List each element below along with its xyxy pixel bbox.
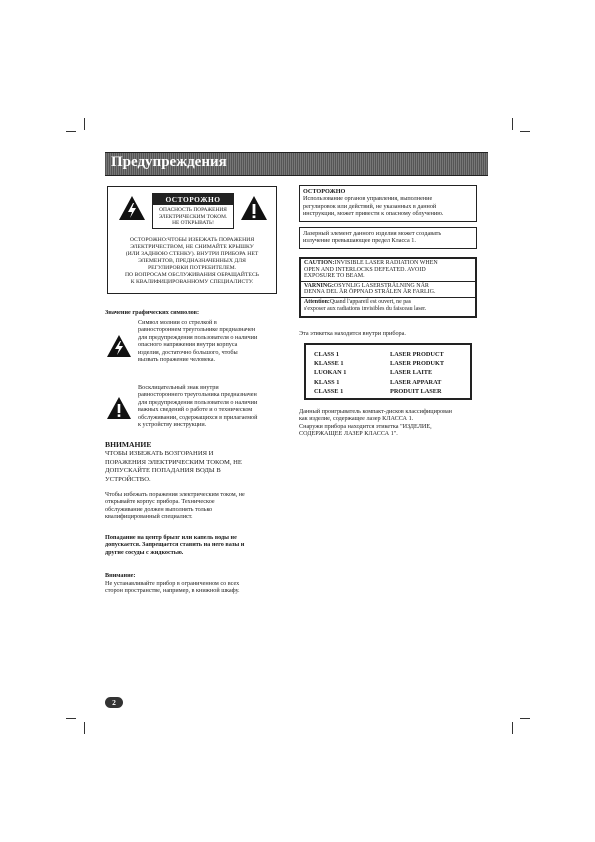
radiation-warning-box [299, 257, 477, 318]
product-cell: PRODUIT LASER [390, 387, 442, 395]
exclamation-warning-icon [240, 195, 268, 221]
class-table-row [314, 387, 464, 396]
lightning-warning-icon [118, 195, 146, 221]
laser-class-table [314, 350, 464, 396]
exclamation-description: Восклицательный знак внутри равностороннего треугольника предназначен для предупреждения пользователя о наличии важных сведений о работе и о техническом обслуживании, содержащихся в прилагаемой к устройству инструкции. [138, 384, 258, 429]
lightning-description: Символ молнии со стрелкой в равностороннем треугольнике предназначен для предупреждения пользователя о наличии опасного напряжения внутри корпуса изделия, достаточно большого, чтобы вызвать поражение человека. [138, 319, 258, 364]
product-cell: LASER LAITE [390, 369, 433, 377]
right-caution-heading: ОСТОРОЖНО [303, 188, 346, 195]
class-table-row [314, 350, 464, 359]
product-cell: LASER PRODUKT [390, 360, 445, 368]
class-table-row [314, 368, 464, 377]
section-header [105, 152, 488, 176]
varning-radiation: VARNING:OSYNLIG LASERSTRÅLNING NÄR DENNA DEL ÄR ÖPPNAD STRÅLEN ÄR FARLIG. [301, 282, 475, 298]
lightning-symbol-icon [106, 334, 132, 358]
product-cell: LASER APPARAT [390, 378, 442, 386]
water-warning: Попадание на центр брызг или капель воды не допускается. Запрещается ставить на него вазы и другие сосуды с жидкостью. [105, 534, 245, 556]
label-note: Эта этикетка находится внутри прибора. [299, 330, 406, 337]
page-number-badge [105, 697, 123, 708]
caution-label: ОСТОРОЖНО [153, 194, 233, 205]
laser-element-box [299, 227, 477, 249]
caution-label-box [152, 193, 234, 229]
right-caution-box [299, 185, 477, 222]
class-note: Данный проигрыватель компакт-дисков классифицирован как изделие, содержащее лазер КЛАССА 1. Снаружи прибора находится этикетка "ИЗДЕЛИЕ, СОДЕРЖАЩЕЕ ЛАЗЕР КЛАССА 1". [299, 408, 452, 438]
exclamation-symbol-icon [106, 396, 132, 420]
attention-caps: ЧТОБЫ ИЗБЕЖАТЬ ВОЗГОРАНИЯ И ПОРАЖЕНИЯ ЭЛЕКТРИЧЕСКИМ ТОКОМ, НЕ ДОПУСКАЙТЕ ПОПАДАНИЯ ВОДЫ В УСТРОЙСТВО. [105, 450, 242, 483]
attention-radiation: Attention:Quand l'appareil est ouvert, ne pas s'exposer aux radiations invisibles du faisceau laser. [304, 298, 427, 312]
attention-heading: ВНИМАНИЕ [105, 440, 152, 449]
page-number: 2 [112, 698, 116, 707]
note-heading: Внимание: [105, 572, 136, 579]
page-title: Предупреждения [111, 154, 227, 170]
laser-element-text: Лазерный элемент данного изделия может создавать излучение превышающее предел Класса 1. [303, 230, 442, 245]
attention-body: Чтобы избежать поражения электрическим током, не открывайте корпус прибора. Техническое обслуживание должен выполнять только квалифицированный специалист. [105, 491, 245, 521]
note-body: Не устанавливайте прибор в ограниченном со всех сторон пространстве, например, в книжной шкафу. [105, 580, 240, 595]
symbols-heading: Значение графических символов: [105, 309, 200, 316]
class-cell: LUOKAN 1 [314, 369, 347, 377]
class-cell: KLASSE 1 [314, 360, 344, 368]
class-cell: CLASSE 1 [314, 387, 344, 395]
caution-panel [107, 186, 277, 294]
right-caution-text: Использование органов управления, выполнение регулировок или действий, не указанных в данной инструкции, может привести к опасному облучению. [303, 195, 444, 218]
class-cell: KLASS 1 [314, 378, 340, 386]
class-table-row [314, 359, 464, 368]
class-cell: CLASS 1 [314, 351, 340, 358]
caution-body: ОСТОРОЖНО:ЧТОБЫ ИЗБЕЖАТЬ ПОРАЖЕНИЯ ЭЛЕКТРИЧЕСТВОМ, НЕ СНИМАЙТЕ КРЫШКУ (ИЛИ ЗАДНЮЮ СТЕНКУ). ВНУТРИ ПРИБОРА НЕТ ЭЛЕМЕНТОВ, ПРЕДНАЗНАЧЕННЫХ ДЛЯ РЕГУЛИРОВКИ ПОТРЕБИТЕЛЕМ. ПО ВОПРОСАМ ОБСЛУЖИВАНИЯ ОБРАЩАЙТЕСЬ К КВАЛИФИЦИРОВАННОМУ СПЕЦИАЛИСТУ. [124, 237, 260, 285]
caution-radiation: CAUTION:INVISIBLE LASER RADIATION WHEN OPEN AND INTERLOCKS DEFEATED. AVOID EXPOSURE TO BEAM. [301, 259, 475, 282]
caution-sublines: ОПАСНОСТЬ ПОРАЖЕНИЯ ЭЛЕКТРИЧЕСКИМ ТОКОМ. НЕ ОТКРЫВАТЬ! [158, 207, 228, 227]
laser-class-label [304, 343, 472, 400]
class-table-row [314, 378, 464, 387]
product-cell: LASER PRODUCT [390, 351, 444, 358]
